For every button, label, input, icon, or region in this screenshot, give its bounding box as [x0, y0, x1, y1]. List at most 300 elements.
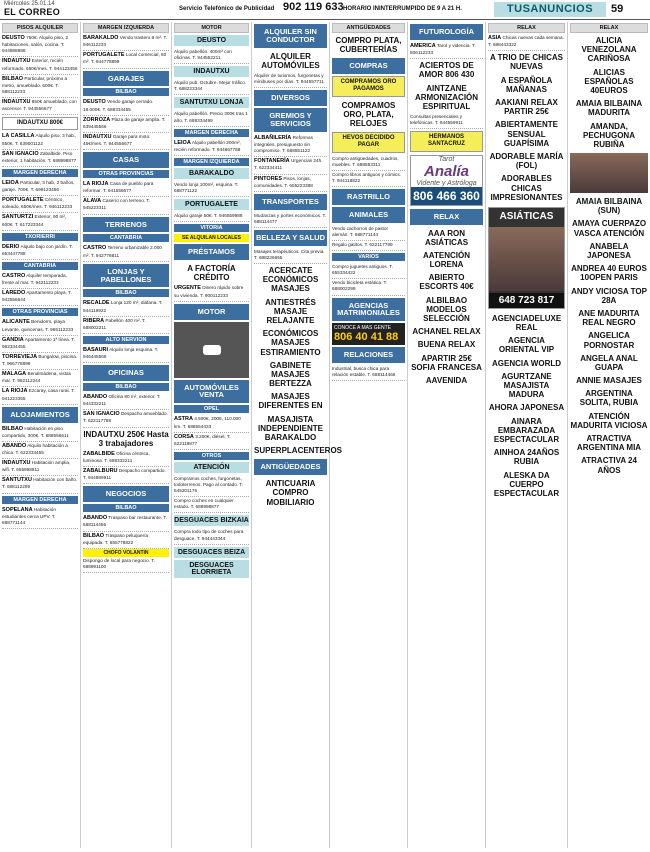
classified-ad [83, 197, 169, 214]
ad-text: Dinero rápido sobre su vivienda. T. 900112233 [174, 285, 244, 298]
ad-text: Casa de pueblo para reformar. T. 941556677 [83, 181, 154, 194]
dating-ad-phone: 806 40 41 88 [334, 331, 399, 344]
ad-heading: SOPELANA [2, 506, 33, 513]
ad-heading: LA CASILLA [2, 133, 35, 140]
ad-text: Habitación estudiantes cerca UPV. T. 688771144 [2, 506, 57, 525]
section-header: VARIOS [332, 253, 405, 261]
ad-heading: GANDIA [2, 336, 24, 343]
section-title: DIVERSOS [254, 90, 327, 106]
classified-ad [2, 506, 78, 529]
featured-ad: AGENCIA ORIENTAL VIP [498, 336, 555, 355]
featured-ad: AMAIA BILBAINA MADURITA [575, 99, 643, 118]
featured-ad: SUPERPLACENTEROS [254, 446, 343, 456]
section-title: ANIMALES [332, 207, 405, 223]
ad-heading: PORTUGALETE [2, 197, 44, 204]
asian-ad-title: ASIÁTICAS [499, 210, 554, 222]
ad-text: Habitación con baño. T. 688112299 [2, 477, 78, 490]
section-title: DESGUACES BEIZA [174, 547, 249, 558]
highlight-tag: CHOFO VOLANTIN [83, 549, 169, 557]
ad-heading: TORREVIEJA [2, 353, 38, 360]
ad-text: Reformas integrales, presupuesto sin compromiso. T. 688551122 [254, 134, 313, 154]
classified-ad [83, 51, 169, 68]
dating-ad [332, 323, 405, 345]
classified-ad [2, 353, 78, 370]
section-title: CASAS [83, 152, 169, 168]
ad-list [2, 34, 78, 115]
ad-heading: RECALDE [83, 300, 110, 307]
classified-ad [2, 336, 78, 353]
column-6 [408, 22, 486, 848]
ad-heading: ALAVA [83, 198, 102, 205]
classified-ad [174, 212, 249, 222]
featured-ad: AAKIANI RELAX PARTIR 25€ [495, 98, 558, 117]
classified-ad [2, 442, 78, 459]
ad-heading: LEIOA [174, 139, 191, 146]
ad-text: Lonja 120 m², diáfana. T. 944119922 [83, 300, 163, 313]
featured-ad: AATENCIÓN LORENA [423, 250, 470, 270]
classified-ad [2, 34, 78, 57]
ad-heading: SANTUTXU [2, 477, 32, 484]
ad-heading: CASTRO [83, 245, 107, 252]
ad-text: Compro libros antiguos y cómics. T. 944118822 [332, 171, 402, 183]
featured-ad: ALICIA VENEZOLANA CARIÑOSA [581, 36, 637, 64]
column-3 [172, 22, 252, 848]
featured-ad: GABINETE MASAJES BERTEZZA [269, 360, 312, 389]
section-title: PORTUGALETE [174, 199, 249, 210]
ad-text: Oficina 80 m², exterior. T. 944332211 [83, 394, 161, 407]
ad-text: Vendo lonja 100m², esquina. T. 688771122 [174, 181, 239, 194]
ad-heading: CASTRO [2, 272, 26, 279]
featured-ad: ANDY VICIOSA TOP 28A [571, 286, 647, 305]
ad-heading: BASAURI [83, 346, 109, 353]
dating-ad-title: CONOCE A MAS GENTE [334, 325, 391, 332]
featured-ad: ATRACTIVA 24 AÑOS [581, 456, 637, 475]
classified-ad [174, 79, 249, 95]
tarot-ad-label: Tarot [438, 155, 455, 163]
classified-ad [83, 34, 169, 51]
page-header [0, 0, 650, 20]
ad-heading: DERIO [2, 243, 20, 250]
featured-ad: A FACTORÍA CRÉDITO [187, 264, 236, 283]
ad-text: Local comercial, 60 m². T. 944778899 [83, 52, 167, 65]
featured-ad: ANABELA JAPONESA [586, 241, 631, 260]
ad-text: Apartamento playa. T. 942556644 [2, 290, 72, 303]
ad-text: Industrial, busca chica para relación estable. T. 688114466 [332, 366, 396, 378]
section-title: DESGUACES BIZKAIA [174, 517, 249, 525]
ad-text: Traspaso bar restaurante. T. 688114455 [83, 515, 167, 528]
section-header: ALTO NERVION [83, 336, 169, 344]
column-1 [0, 22, 81, 848]
ad-heading: PORTUGALETE [83, 52, 125, 59]
classified-ad [332, 171, 405, 187]
classified-ad [254, 248, 327, 264]
featured-ad: AHORA JAPONESA [488, 403, 565, 413]
ad-text: Alquilo pub. Octubre. Mejor tráfico. T. 688223344 [174, 80, 247, 92]
ad-text: Alquilo habitación a chica. T. 622334455 [2, 442, 68, 455]
classified-ad [2, 459, 78, 476]
featured-ad: INDAUTXU 250€ Hasta 3 trabajadores [83, 429, 169, 448]
classified-ad [254, 175, 327, 192]
featured-ad: ADORABLE MARÍA (FOL) [489, 151, 564, 171]
ad-text: Vendo garaje cerrado. 18.000€. T. 688334455 [83, 99, 154, 112]
featured-ad: AGENCIADELUXE REAL [491, 313, 562, 333]
classified-ad [2, 370, 78, 387]
section-title: ALOJAMIENTOS [2, 407, 78, 423]
classified-ad [2, 243, 78, 260]
featured-ad: AMAIA BILBAINA (SUN) [575, 197, 643, 216]
section-brand: TUSANUNCIOS [494, 2, 606, 17]
ad-heading: LAREDO [2, 290, 26, 297]
ad-text: Alquiler de turismos, furgonetas y minibuses por días. T. 944557711 [254, 73, 324, 85]
ad-heading: SAN IGNACIO [2, 150, 39, 157]
featured-ad: ANDREA 40 EUROS 10OPEN PARIS [571, 264, 647, 283]
ad-text: Despacho compartido. T. 944889911 [83, 468, 166, 481]
ad-text: Despacho amueblado. T. 622117788 [83, 411, 168, 424]
classified-ad [254, 212, 327, 228]
classified-ad [174, 528, 249, 544]
column-4 [252, 22, 343, 848]
ad-text: Urgencias 24h. T. 622334411 [254, 158, 323, 171]
featured-ad: ADORABLES CHICAS IMPRESIONANTES [490, 174, 563, 202]
classified-ad [332, 263, 405, 279]
ad-photo [489, 227, 564, 291]
service-hours: HORARIO ININTERRUMPIDO DE 9 A 21 H. [343, 6, 462, 12]
ad-text: Alquilo pabellón. 400m² con oficinas. T. 944552211 [174, 49, 232, 61]
classified-ad [2, 387, 78, 404]
featured-ad: ABIERTO ESCORTS 40€ [419, 273, 474, 292]
ad-text: Alquilo bajo con jardín. T. 653447788 [2, 243, 73, 256]
ad-text: Particular, próximo a metro, amueblado. 600€. T. 688112233 [2, 75, 68, 94]
ad-heading: PINTORES [254, 175, 283, 182]
classified-ad [2, 289, 78, 306]
ad-text: Habitación en piso compartido, 300€. T. 688556611 [2, 425, 69, 438]
section-header: BILBAO [83, 504, 169, 512]
ad-text: Compra todo tipo de coches para desguace. T. 944443344 [174, 529, 244, 541]
highlight-tag: SE ALQUILAN LOCALES [174, 234, 249, 242]
service-phone: 902 119 633 [283, 1, 344, 13]
ad-text: Particular, 3 hab, 2 baños, garaje. 700€. T. 699123456 [2, 179, 75, 193]
ad-text: Céntrico, soleado, 650€/mes. T. 946112233 [2, 197, 73, 210]
ad-text: Compro juguetes antiguos. T. 655334422 [332, 264, 393, 276]
section-header: OTRAS PROVINCIAS [83, 170, 169, 178]
classified-ad [2, 425, 78, 442]
section-title: SANTUTXU LONJA [174, 97, 249, 108]
section-title: INDAUTXU [174, 66, 249, 77]
ad-heading: DEUSTO [83, 99, 106, 106]
column-8 [568, 22, 650, 848]
ad-text: Caserío con terreno. T. 945223311 [83, 198, 151, 211]
section-title: AUTOMÓVILES VENTA [174, 380, 249, 404]
column-5 [330, 22, 408, 848]
ad-heading: FONTANERÍA [254, 158, 290, 165]
featured-ad: A TRIO DE CHICAS NUEVAS [489, 53, 564, 72]
classified-ad [332, 225, 405, 241]
featured-ad: AINARA EMBARAZADA ESPECTACULAR [493, 416, 560, 444]
category-header: RELAX [488, 23, 565, 33]
section-title: NEGOCIOS [83, 486, 169, 502]
featured-ad: AINTZANE ARMONIZACIÓN ESPIRITUAL [414, 83, 479, 111]
featured-ad: AGENCIA WORLD [491, 358, 562, 368]
featured-ad: A ESPAÑOLA MAÑANAS [500, 75, 553, 94]
ad-heading: LEIOA [2, 179, 19, 186]
classified-ad [83, 299, 169, 316]
ad-text: Alquilo pabellón. Precio 300€ tras 1 año. T. 688334499 [174, 111, 248, 123]
ad-text: Pisos, lonjas, comunidades. T. 655223388 [254, 175, 313, 188]
category-header: ANTIGÜEDADES [332, 23, 405, 33]
ad-heading: MALAGA [2, 371, 27, 378]
ad-heading: RIBERA [83, 317, 105, 324]
classified-ad [174, 433, 249, 450]
tarot-ad-name: Analía [423, 162, 469, 180]
ad-text: Alquilo lonja esquina. T. 946445566 [83, 346, 159, 360]
classified-ad [2, 150, 78, 167]
category-header: MOTOR [174, 23, 249, 33]
classified-ad [83, 410, 169, 427]
classified-ad [2, 272, 78, 289]
featured-ad: AAVENIDA [425, 375, 468, 385]
classified-ad [410, 113, 483, 129]
ad-heading: LA RIOJA [83, 181, 109, 187]
page-number: 59 [611, 3, 624, 15]
classified-ad [174, 497, 249, 513]
ad-heading: ALBAÑILERÍA [254, 134, 292, 141]
section-header: OPEL [174, 405, 249, 413]
ad-heading: ZORROZA [83, 116, 111, 123]
ad-heading: BILBAO [2, 425, 24, 432]
ad-text: Garaje para moto. 45€/mes. T. 944556677 [83, 133, 151, 147]
section-header: BILBAO [83, 289, 169, 297]
featured-ad: ALQUILER AUTOMÓVILES [261, 51, 320, 70]
newspaper-name: EL CORREO [4, 7, 61, 17]
ad-text: Oficina céntrica, luminosa. T. 688332211 [83, 450, 150, 464]
ad-heading: ABANDO [83, 515, 108, 522]
featured-ad: AGURTZANE MASAJISTA MADURA [501, 371, 552, 400]
featured-ad: ATENCIÓN MADURITA VICIOSA [570, 411, 648, 430]
featured-ad: ACIERTOS DE AMOR 806 430 [418, 61, 475, 80]
featured-ad: ANTICUARIA COMPRO MOBILIARIO [265, 479, 316, 507]
ad-text: Exterior, recién reformado. 650€/mes. T. 944123456 [2, 58, 78, 71]
featured-ad: AINHOA 24AÑOS RUBIA [493, 448, 560, 467]
classified-ad [83, 98, 169, 115]
ad-text: 3.200€, diésel. T. 622118877 [174, 433, 231, 446]
classified-ad [83, 244, 169, 261]
section-header: BILBAO [83, 383, 169, 391]
ad-text: Compramos coches, furgonetas, todoterrenos. Pago al contado. T. 645201176 [174, 475, 243, 494]
classified-ad [83, 557, 169, 573]
classified-ad [83, 450, 169, 467]
ad-heading: SANTURTZI [2, 214, 34, 221]
featured-ad: ANE MADURITA REAL NEGRO [578, 308, 640, 328]
featured-ad: HERMANOS SANTACRUZ [410, 131, 483, 151]
section-header: MARGEN DERECHA [174, 129, 249, 137]
featured-ad: COMPRAMOS ORO PAGAMOS [332, 76, 405, 96]
classified-ad [254, 134, 327, 157]
section-title: ALQUILER SIN CONDUCTOR [254, 24, 327, 48]
featured-ad: ANGELA ANAL GUAPA [580, 353, 638, 372]
classified-ad [332, 155, 405, 171]
classified-ad [254, 157, 327, 174]
featured-ad: INDAUTXU 800€ [2, 117, 78, 130]
asian-ad [488, 207, 565, 309]
classified-ad [83, 514, 169, 531]
classified-ad [174, 48, 249, 64]
classified-ad [2, 75, 78, 98]
category-header: MARGEN IZQUIERDA [83, 23, 169, 33]
ad-text: 4.500€, 2008, 110.000 km. T. 688554433 [174, 416, 241, 429]
section-header: MARGEN DERECHA [2, 496, 78, 504]
classified-ad [83, 467, 169, 484]
classified-ad [174, 181, 249, 197]
classified-ad [2, 57, 78, 74]
ad-heading: ABANDO [83, 394, 108, 400]
ad-heading: BILBAO [2, 75, 24, 82]
featured-ad: MASAJISTA INDEPENDIENTE BARAKALDO [258, 414, 323, 443]
ad-heading: ALICANTE [2, 319, 30, 326]
ad-heading: INDAUTXU [2, 460, 31, 467]
featured-ad: HEVOS DECIDIDO PAGAR [332, 132, 405, 152]
classified-ad [254, 72, 327, 88]
service-label: Servicio Telefónico de Publicidad [179, 6, 275, 12]
featured-ad: ARGENTINA SOLITA, RUBIA [579, 389, 639, 408]
ad-text: Masajes terapéuticos. Cita previa. T. 688226655 [254, 248, 325, 260]
ad-text: Compro antigüedades, cuadros, muebles. T. 688553311 [332, 155, 399, 167]
ad-heading: INDAUTXU [83, 133, 112, 140]
ad-text: Habitación amplia, wifi. T. 655998811 [2, 460, 71, 473]
section-header: OTRAS PROVINCIAS [2, 308, 78, 316]
classified-ad [2, 213, 78, 230]
featured-ad: COMPRAMOS ORO, PLATA, RELOJES [341, 100, 396, 128]
ad-heading: ASIA [488, 35, 502, 41]
section-title: DESGUACES ELORRIETA [174, 560, 249, 578]
ad-text: Vendo bicicleta estática. T. 688002299 [332, 280, 388, 292]
classified-ad [2, 98, 78, 115]
section-header: CANTABRIA [83, 234, 169, 242]
ad-text: Regalo gatitos. T. 622117799 [332, 241, 393, 247]
tarot-ad-subtitle: Vidente y Astróloga [416, 179, 477, 187]
ad-text: Alquiler temporada, frente al mar. T. 942112233 [2, 272, 67, 286]
ad-text: Pabellón 400 m². T. 688002211 [83, 317, 146, 330]
ad-heading: ZABALBURU [83, 468, 118, 475]
featured-ad: ALICIAS ESPAÑOLAS 40EUROS [584, 67, 634, 95]
ad-text: Apartamento 1ª línea. T. 962334455 [2, 336, 75, 349]
classified-ad [332, 241, 405, 251]
section-header: TXORIERRI [2, 233, 78, 241]
ad-heading: AMERICA [410, 42, 436, 49]
section-title: COMPRAS [332, 58, 405, 74]
featured-ad: ACERCATE ECONÓMICOS MASAJES [262, 266, 319, 294]
ad-text: Plaza de garaje amplia. T. 639445566 [83, 116, 166, 129]
classified-ad [2, 196, 78, 213]
ad-text: Consultas presenciales y telefónicas. T. 944559911 [410, 114, 463, 126]
category-header: RELAX [570, 23, 648, 33]
section-header: CANTABRIA [2, 262, 78, 270]
tarot-ad [410, 155, 483, 206]
ad-heading: ZABALBIDE [83, 450, 115, 457]
featured-ad: AMANDA, PECHUGONA RUBIÑA [582, 121, 635, 149]
section-title: BELLEZA Y SALUD [254, 230, 327, 246]
ad-text: Chicas nuevas cada semana. T. 688443322 [488, 35, 564, 48]
ad-text: Exterior, 90 m², 600€. T. 617223344 [2, 214, 67, 227]
featured-ad: MASAJES DIFERENTES EN [258, 392, 323, 411]
ad-text: Dispongo de local para negocio. T. 688991100 [83, 557, 155, 569]
classified-ad [83, 346, 169, 363]
ad-heading: BILBAO [83, 532, 105, 539]
section-title: LONJAS Y PABELLONES [83, 264, 169, 288]
classified-ad [83, 116, 169, 133]
ad-text: Mudanzas y portes económicos. T. 688114477 [254, 212, 327, 224]
ad-heading: LA RIOJA [2, 388, 28, 395]
ad-text: Vendo trastero 8 m². T. 946112233 [83, 35, 168, 48]
featured-ad: ECONÓMICOS MASAJES ESTIRAMIENTO [260, 329, 321, 357]
classified-ad [332, 279, 405, 295]
section-title: RASTRILLO [332, 189, 405, 205]
ad-text: Alquilo garaje 50€. T. 946559988 [174, 213, 243, 219]
classified-ad [174, 284, 249, 301]
classified-ad [2, 318, 78, 335]
classified-ad [410, 42, 483, 59]
classified-ad [174, 415, 249, 432]
featured-ad: ACHANEL RELAX [412, 327, 481, 337]
section-title: GREMIOS Y SERVICIOS [254, 108, 327, 132]
section-title: FUTUROLOGÍA [410, 24, 483, 40]
asian-ad-phone: 648 723 817 [489, 293, 564, 308]
section-title: ANTIGÜEDADES [254, 459, 327, 475]
classified-ad [83, 133, 169, 150]
featured-ad: APARTIR 25€ SOFIA FRANCESA [411, 353, 482, 372]
classified-ad [174, 110, 249, 126]
ad-text: Tarot y videncia. T. 806112233 [410, 42, 476, 56]
ad-heading: CORSA [174, 433, 194, 440]
ad-text: Vendo cachorros de pastor alemán. T. 688771144 [332, 225, 389, 237]
section-header: VITORIA [174, 224, 249, 232]
featured-ad: ABIERTAMENTE SENSUAL GUAPÍSIMA [495, 120, 558, 148]
ad-text: Alquilo piso, 3 hab., 550€. T. 639001122 [2, 133, 77, 146]
section-header: MARGEN IZQUIERDA [174, 158, 249, 166]
ad-text: Ezcaray, casa rural. T. 941223355 [2, 388, 75, 401]
classified-ad [83, 532, 169, 549]
ad-text: Bungalow, piscina. T. 966778899 [2, 353, 78, 367]
section-title: AGENCIAS MATRIMONIALES [332, 298, 405, 322]
ad-heading: ASTRA [174, 416, 193, 423]
ad-text: Benalmádena, vistas mar. T. 952112244 [2, 371, 71, 384]
section-title: DEUSTO [174, 35, 249, 46]
classified-ad [174, 475, 249, 497]
ad-heading: INDAUTXU [2, 58, 31, 65]
section-title: RELACIONES [332, 347, 405, 363]
classified-ad [83, 393, 169, 410]
ad-text: Zabalbide. Piso exterior, 1 habitación. T. 688998877 [2, 150, 77, 163]
car-icon [174, 322, 249, 378]
section-title: TRANSPORTES [254, 194, 327, 210]
classified-ad [2, 179, 78, 196]
issue-date: Miércoles 25.01.14 [4, 1, 55, 7]
featured-ad: COMPRO PLATA, CUBERTERÍAS [335, 36, 402, 55]
section-header: BILBAO [83, 88, 169, 96]
featured-ad: ALBILBAO MODELOS SELECCIÓN [423, 295, 470, 324]
ad-heading: SAN IGNACIO [83, 411, 120, 418]
section-header: OTROS [174, 452, 249, 460]
column-2 [81, 22, 172, 848]
featured-ad: ANNIE MASAJES [576, 376, 642, 386]
ad-text: Benidorm, playa Levante, quincenas. T. 965112233 [2, 319, 74, 332]
ad-heading: INDAUTXU [2, 98, 31, 105]
classified-ad [2, 476, 78, 493]
section-title: OFICINAS [83, 365, 169, 381]
ad-text: Alquilo pabellón 200m², recién reformado. T. 944667788 [174, 139, 241, 152]
featured-ad: AAA RON ASIÁTICAS [424, 228, 469, 247]
section-title: MOTOR [174, 304, 249, 320]
ad-text: Terreno urbanizable 2.000 m². T. 942778811 [83, 245, 162, 258]
